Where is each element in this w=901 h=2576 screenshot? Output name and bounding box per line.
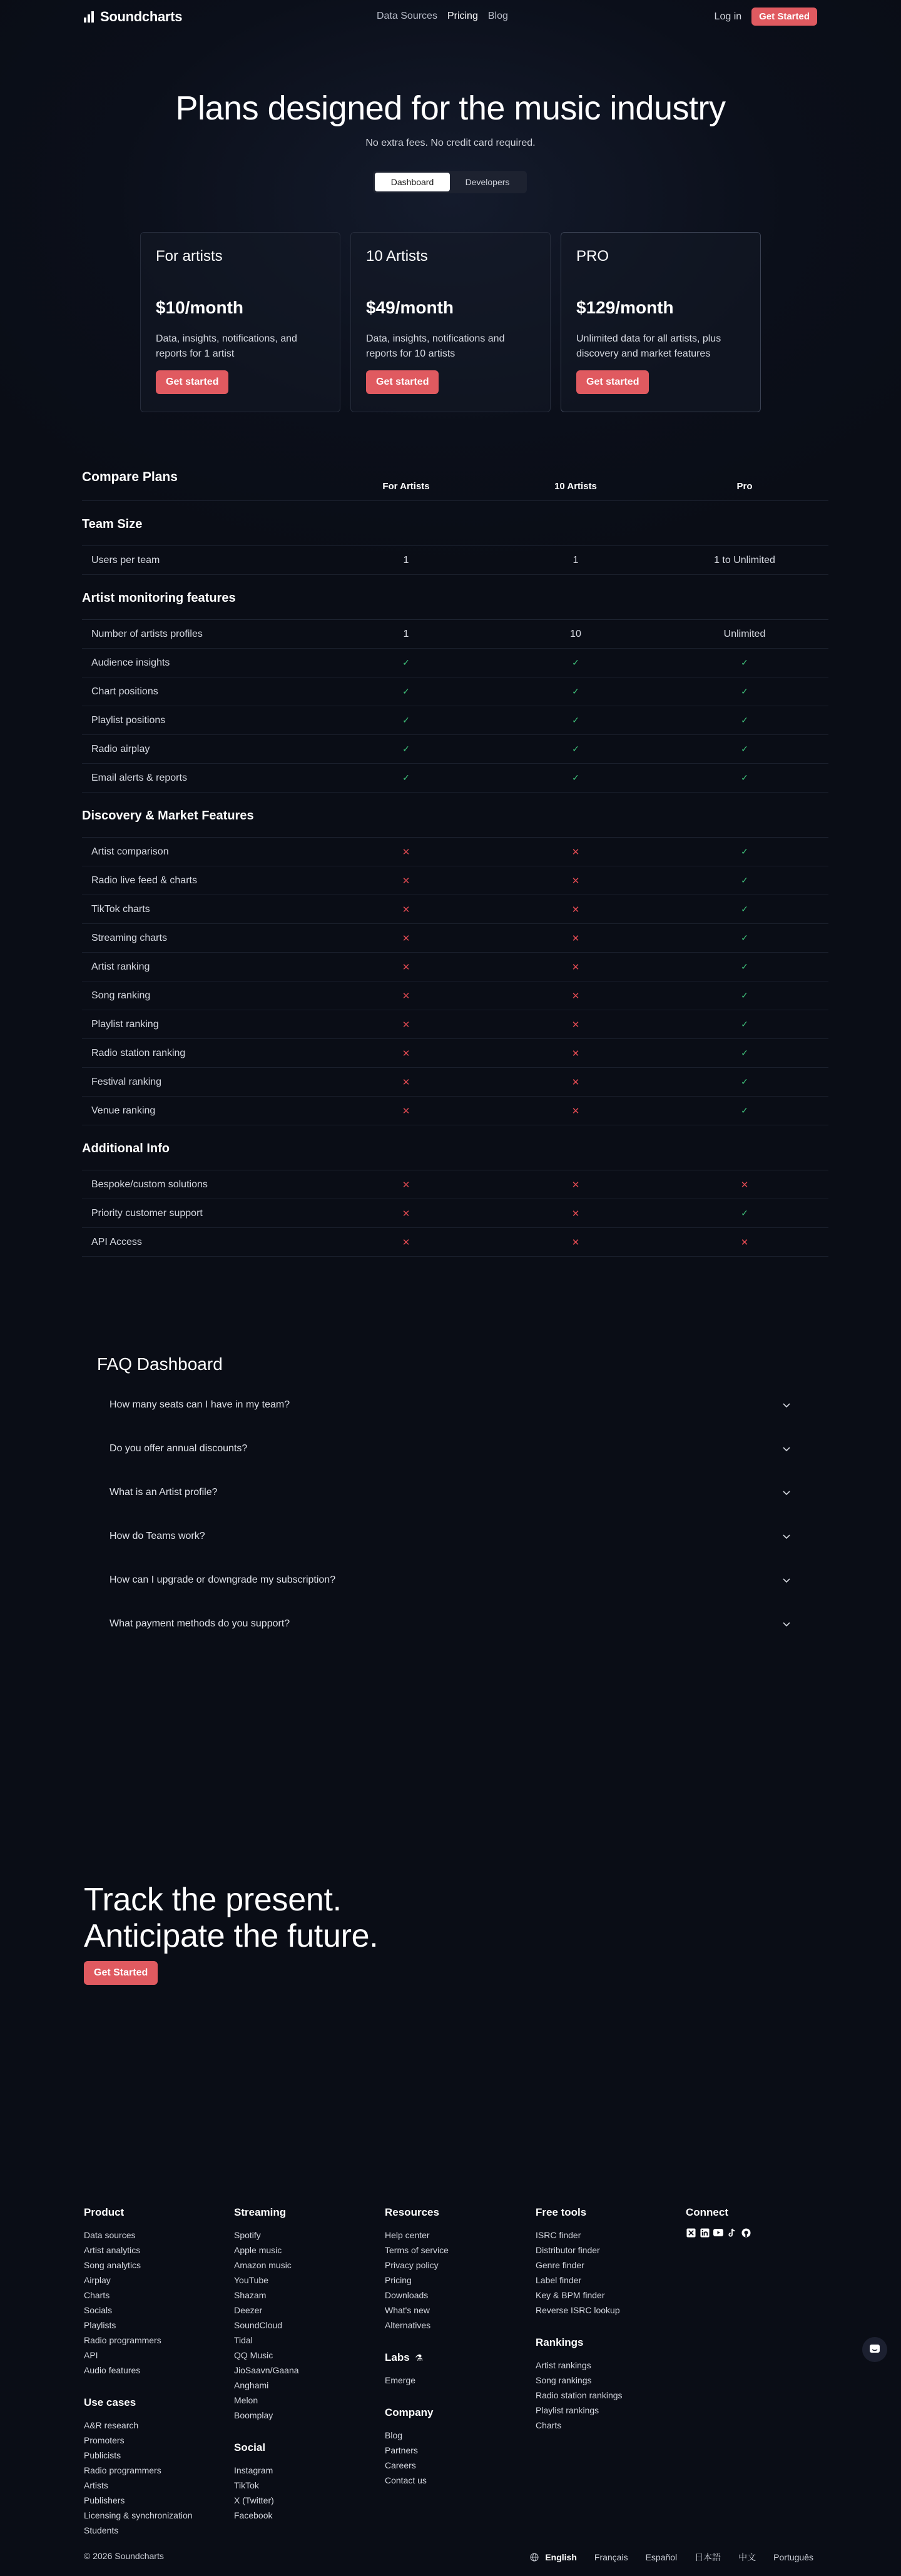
chevron-down-icon [781, 1488, 792, 1498]
footer-heading: Free tools [536, 2206, 587, 2218]
footer-link-charts[interactable]: Charts [536, 2420, 562, 2430]
login-link[interactable]: Log in [714, 11, 742, 22]
copyright: © 2026 Soundcharts [84, 2551, 164, 2561]
section-title-artist-monitoring-features: Artist monitoring features [82, 575, 828, 620]
check-icon: ✓ [572, 744, 579, 754]
lang-japanese[interactable]: 日本語 [695, 2552, 721, 2562]
footer-link-spotify[interactable]: Spotify [234, 2230, 261, 2240]
footer-link-list [536, 2228, 623, 2318]
footer-link-help-center[interactable]: Help center [385, 2230, 430, 2240]
table-row [82, 620, 828, 649]
feature-label: Users per team [91, 555, 160, 565]
footer-heading: Use cases [84, 2396, 136, 2408]
footer-link-airplay[interactable]: Airplay [84, 2275, 111, 2285]
cross-icon: ✕ [402, 1020, 410, 1030]
tab-developers[interactable]: Developers [465, 177, 510, 187]
table-row [82, 1228, 828, 1257]
footer-link-instagram[interactable]: Instagram [234, 2465, 273, 2475]
cross-icon: ✕ [571, 1237, 580, 1248]
youtube-icon[interactable] [713, 2228, 723, 2238]
language-selector [530, 2551, 813, 2563]
section-title-additional-info: Additional Info [82, 1125, 828, 1170]
footer-link-list [234, 2463, 299, 2523]
check-icon: ✓ [741, 1105, 748, 1115]
table-cell: 1 [403, 629, 409, 639]
check-icon: ✓ [402, 744, 410, 754]
footer-link-radio-station-rankings[interactable]: Radio station rankings [536, 2390, 623, 2400]
footer-link-list [84, 2418, 193, 2538]
faq-question: How can I upgrade or downgrade my subscription? [109, 1575, 336, 1585]
footer-link-artist-analytics[interactable]: Artist analytics [84, 2245, 141, 2255]
compare-body [82, 501, 828, 1257]
check-icon: ✓ [741, 846, 748, 856]
cross-icon: ✕ [402, 1209, 410, 1219]
cross-icon: ✕ [571, 1077, 580, 1088]
table-row [82, 1068, 828, 1097]
check-icon: ✓ [741, 715, 748, 725]
cross-icon: ✕ [402, 1237, 410, 1248]
footer-col-streaming [234, 2206, 299, 2523]
faq-question: How many seats can I have in my team? [109, 1399, 290, 1410]
table-row [82, 706, 828, 735]
cta-get-started-button[interactable]: Get Started [84, 1961, 158, 1985]
check-icon: ✓ [741, 1077, 748, 1087]
footer-col-connect [686, 2206, 751, 2238]
footer-link-artists[interactable]: Artists [84, 2480, 108, 2490]
footer-heading-labs [385, 2351, 449, 2364]
compare-title: Compare Plans [82, 470, 178, 484]
table-cell: 1 to Unlimited [714, 555, 775, 565]
table-row [82, 1170, 828, 1199]
plan-description: Data, insights, notifications and reports for 10 artists [366, 333, 505, 359]
cross-icon: ✕ [571, 933, 580, 944]
page-title: Plans designed for the music industry [175, 89, 726, 127]
footer-link-contact-us[interactable]: Contact us [385, 2475, 427, 2485]
cross-icon: ✕ [402, 1048, 410, 1059]
footer-link-youtube[interactable]: YouTube [234, 2275, 269, 2285]
footer-heading: Company [385, 2406, 434, 2418]
feature-label: Venue ranking [91, 1105, 156, 1116]
globe-icon [530, 2553, 539, 2562]
footer-link-song-analytics[interactable]: Song analytics [84, 2260, 141, 2270]
check-icon: ✓ [572, 715, 579, 725]
lang-portugues[interactable]: Português [773, 2552, 813, 2562]
check-icon: ✓ [741, 875, 748, 885]
cross-icon: ✕ [571, 1209, 580, 1219]
footer-link-amazon-music[interactable]: Amazon music [234, 2260, 292, 2270]
check-icon: ✓ [741, 904, 748, 914]
check-icon: ✓ [402, 686, 410, 696]
footer-link-privacy-policy[interactable]: Privacy policy [385, 2260, 439, 2270]
check-icon: ✓ [741, 744, 748, 754]
compare-plans-table [82, 466, 828, 1257]
feature-label: TikTok charts [91, 904, 150, 915]
footer-link-isrc-finder[interactable]: ISRC finder [536, 2230, 581, 2240]
chat-widget-button[interactable] [862, 2337, 887, 2362]
footer-link-radio-programmers[interactable]: Radio programmers [84, 2465, 161, 2475]
footer-col-resources [385, 2206, 449, 2488]
plan-price: $10/month [156, 298, 244, 317]
footer-link-publishers[interactable]: Publishers [84, 2495, 125, 2505]
social-icons [686, 2228, 751, 2238]
footer-heading: Streaming [234, 2206, 287, 2218]
footer-link-anghami[interactable]: Anghami [234, 2380, 269, 2390]
footer-link-socials[interactable]: Socials [84, 2305, 113, 2315]
table-row [82, 838, 828, 866]
table-row [82, 649, 828, 677]
table-row [82, 1010, 828, 1039]
footer-heading: Resources [385, 2206, 439, 2218]
check-icon: ✓ [402, 773, 410, 783]
footer-link-list [385, 2228, 449, 2333]
footer-link-pricing[interactable]: Pricing [385, 2275, 412, 2285]
footer-link-downloads[interactable]: Downloads [385, 2290, 429, 2300]
feature-label: Email alerts & reports [91, 773, 187, 783]
chevron-down-icon [781, 1619, 792, 1629]
footer-link-shazam[interactable]: Shazam [234, 2290, 267, 2300]
feature-label: API Access [91, 1237, 142, 1247]
cta-line-2: Anticipate the future. [84, 1918, 379, 1954]
check-icon: ✓ [572, 773, 579, 783]
faq-item[interactable] [97, 1558, 804, 1602]
plan-type-toggle [373, 171, 527, 193]
feature-label: Playlist positions [91, 715, 166, 726]
table-cell: 1 [403, 555, 409, 565]
faq-question: Do you offer annual discounts? [109, 1443, 248, 1454]
cross-icon: ✕ [402, 847, 410, 858]
column-header-10-artists: 10 Artists [554, 481, 597, 492]
plan-price: $129/month [576, 298, 674, 317]
footer-link-partners[interactable]: Partners [385, 2445, 418, 2455]
chat-icon [869, 2344, 880, 2355]
faq-question: How do Teams work? [109, 1531, 205, 1541]
cross-icon: ✕ [571, 962, 580, 973]
table-row [82, 1097, 828, 1125]
plan-name: PRO [576, 248, 609, 265]
lang-english[interactable]: English [545, 2552, 577, 2562]
footer-link-list [84, 2228, 193, 2378]
table-row [82, 546, 828, 575]
column-header-for-artists: For Artists [382, 481, 430, 492]
faq-item[interactable] [97, 1514, 804, 1558]
check-icon: ✓ [741, 1208, 748, 1218]
footer-link-jiosaavn-gaana[interactable]: JioSaavn/Gaana [234, 2365, 299, 2375]
table-cell: 10 [570, 629, 581, 639]
footer-link-playlist-rankings[interactable]: Playlist rankings [536, 2405, 599, 2415]
plan-card-for-artists [140, 232, 340, 412]
footer-link-terms-of-service[interactable]: Terms of service [385, 2245, 449, 2255]
x-icon[interactable] [686, 2228, 696, 2238]
feature-label: Radio airplay [91, 744, 150, 754]
table-row [82, 895, 828, 924]
cross-icon: ✕ [571, 847, 580, 858]
footer-link-list [385, 2428, 449, 2488]
footer-link-boomplay[interactable]: Boomplay [234, 2410, 273, 2420]
check-icon: ✓ [402, 657, 410, 667]
faq-list [97, 1383, 804, 1646]
footer-link-melon[interactable]: Melon [234, 2395, 258, 2405]
footer-link-list [234, 2228, 299, 2423]
footer-link-facebook[interactable]: Facebook [234, 2510, 273, 2520]
check-icon: ✓ [741, 686, 748, 696]
footer-link-genre-finder[interactable]: Genre finder [536, 2260, 584, 2270]
cross-icon: ✕ [402, 876, 410, 886]
feature-label: Artist ranking [91, 961, 150, 972]
footer-link-promoters[interactable]: Promoters [84, 2435, 125, 2445]
tab-dashboard[interactable]: Dashboard [375, 173, 450, 191]
compare-header [82, 466, 828, 501]
footer-link-reverse-isrc-lookup[interactable]: Reverse ISRC lookup [536, 2305, 620, 2315]
faq-item[interactable] [97, 1383, 804, 1427]
github-icon[interactable] [741, 2228, 751, 2238]
table-row [82, 953, 828, 981]
table-row [82, 1039, 828, 1068]
footer-heading: Rankings [536, 2336, 584, 2348]
faq-item[interactable] [97, 1602, 804, 1646]
lang-francais[interactable]: Français [594, 2552, 628, 2562]
footer-col-free-tools [536, 2206, 623, 2433]
footer-link-blog[interactable]: Blog [385, 2430, 403, 2440]
footer-link-publicists[interactable]: Publicists [84, 2450, 121, 2460]
section-title-discovery-market-features: Discovery & Market Features [82, 793, 828, 838]
footer-heading: Social [234, 2442, 266, 2453]
footer-link-licensing-synchronization[interactable]: Licensing & synchronization [84, 2510, 193, 2520]
faq-title: FAQ Dashboard [97, 1354, 223, 1374]
footer-link-a-r-research[interactable]: A&R research [84, 2420, 139, 2430]
table-row [82, 764, 828, 793]
cross-icon: ✕ [402, 991, 410, 1001]
cta-heading [84, 1882, 378, 1954]
faq-item[interactable] [97, 1471, 804, 1514]
brand-name: Soundcharts [100, 9, 183, 24]
top-nav [0, 0, 901, 35]
footer-link-apple-music[interactable]: Apple music [234, 2245, 282, 2255]
feature-label: Chart positions [91, 686, 158, 697]
cross-icon: ✕ [740, 1237, 749, 1248]
cross-icon: ✕ [571, 1106, 580, 1117]
faq-question: What is an Artist profile? [109, 1487, 218, 1498]
footer-link-careers[interactable]: Careers [385, 2460, 416, 2470]
plan-price: $49/month [366, 298, 454, 317]
footer-link-list [536, 2358, 623, 2433]
footer-link-students[interactable]: Students [84, 2525, 119, 2535]
feature-label: Artist comparison [91, 846, 169, 857]
column-header-pro: Pro [736, 481, 753, 492]
footer-link-deezer[interactable]: Deezer [234, 2305, 263, 2315]
linkedin-icon[interactable] [700, 2228, 710, 2238]
cross-icon: ✕ [402, 1180, 410, 1190]
table-cell: 1 [573, 555, 579, 565]
footer-link-api[interactable]: API [84, 2350, 98, 2360]
table-row [82, 1199, 828, 1228]
nav-actions [715, 8, 817, 26]
cross-icon: ✕ [571, 1020, 580, 1030]
tiktok-icon[interactable] [727, 2228, 737, 2238]
faq-question: What payment methods do you support? [109, 1618, 290, 1629]
footer-link-audio-features[interactable]: Audio features [84, 2365, 141, 2375]
footer-link-radio-programmers[interactable]: Radio programmers [84, 2335, 161, 2345]
footer-link-label-finder[interactable]: Label finder [536, 2275, 582, 2285]
nav-link-blog[interactable]: Blog [487, 11, 508, 21]
section-title-team-size: Team Size [82, 501, 828, 546]
plan-get-started-button[interactable]: Get started [576, 370, 649, 394]
cross-icon: ✕ [571, 991, 580, 1001]
check-icon: ✓ [741, 1048, 748, 1058]
footer-link-key-bpm-finder[interactable]: Key & BPM finder [536, 2290, 605, 2300]
footer-link-song-rankings[interactable]: Song rankings [536, 2375, 592, 2385]
plan-get-started-button[interactable]: Get started [366, 370, 439, 394]
cta-line-1: Track the present. [84, 1882, 342, 1918]
footer-link-x-twitter[interactable]: X (Twitter) [234, 2495, 274, 2505]
nav-get-started-button[interactable]: Get Started [751, 8, 817, 26]
chevron-down-icon [781, 1400, 792, 1410]
table-row [82, 735, 828, 764]
plan-card-10-artists [350, 232, 551, 412]
feature-label: Song ranking [91, 990, 151, 1001]
table-row [82, 924, 828, 953]
check-icon: ✓ [572, 657, 579, 667]
logo[interactable] [84, 9, 182, 25]
labs-heading-label: Labs [385, 2351, 410, 2363]
cross-icon: ✕ [402, 962, 410, 973]
footer-link-soundcloud[interactable]: SoundCloud [234, 2320, 283, 2330]
plan-get-started-button[interactable]: Get started [156, 370, 228, 394]
check-icon: ✓ [572, 686, 579, 696]
table-row [82, 677, 828, 706]
plan-name: 10 Artists [366, 248, 428, 265]
check-icon: ✓ [741, 990, 748, 1000]
cross-icon: ✕ [402, 933, 410, 944]
table-row [82, 866, 828, 895]
check-icon: ✓ [741, 961, 748, 971]
soundcharts-logo-icon [84, 11, 96, 23]
plan-card-pro [561, 232, 761, 412]
footer-heading: Connect [686, 2206, 728, 2218]
feature-label: Radio live feed & charts [91, 875, 197, 886]
feature-label: Streaming charts [91, 933, 167, 943]
chevron-down-icon [781, 1575, 792, 1585]
nav-link-pricing[interactable]: Pricing [447, 11, 478, 21]
feature-label: Festival ranking [91, 1077, 162, 1087]
check-icon: ✓ [741, 773, 748, 783]
footer-link-what-s-new[interactable]: What's new [385, 2305, 430, 2315]
check-icon: ✓ [741, 657, 748, 667]
chevron-down-icon [781, 1531, 792, 1541]
chevron-down-icon [781, 1444, 792, 1454]
footer-link-emerge[interactable]: Emerge [385, 2375, 416, 2385]
footer-link-qq-music[interactable]: QQ Music [234, 2350, 273, 2360]
plan-description: Data, insights, notifications, and reports for 1 artist [156, 333, 297, 359]
table-row [82, 981, 828, 1010]
feature-label: Bespoke/custom solutions [91, 1179, 208, 1190]
nav-links [377, 11, 508, 22]
feature-label: Number of artists profiles [91, 629, 203, 639]
check-icon: ✓ [741, 933, 748, 943]
footer-link-alternatives[interactable]: Alternatives [385, 2320, 431, 2330]
lang-chinese[interactable]: 中文 [738, 2552, 756, 2562]
flask-icon: ⚗ [415, 2353, 423, 2363]
feature-label: Playlist ranking [91, 1019, 159, 1030]
cross-icon: ✕ [571, 876, 580, 886]
faq-item[interactable] [97, 1427, 804, 1471]
footer-link-list [385, 2373, 449, 2388]
footer-link-tiktok[interactable]: TikTok [234, 2480, 259, 2490]
cross-icon: ✕ [571, 905, 580, 915]
footer-col-product [84, 2206, 193, 2538]
cross-icon: ✕ [402, 905, 410, 915]
footer-link-tidal[interactable]: Tidal [234, 2335, 253, 2345]
footer-link-charts[interactable]: Charts [84, 2290, 110, 2300]
cross-icon: ✕ [740, 1180, 749, 1190]
cross-icon: ✕ [402, 1106, 410, 1117]
footer-heading: Product [84, 2206, 125, 2218]
footer-link-data-sources[interactable]: Data sources [84, 2230, 136, 2240]
table-cell: Unlimited [723, 629, 766, 639]
cross-icon: ✕ [571, 1048, 580, 1059]
footer-link-artist-rankings[interactable]: Artist rankings [536, 2360, 591, 2370]
feature-label: Priority customer support [91, 1208, 203, 1219]
footer-link-playlists[interactable]: Playlists [84, 2320, 116, 2330]
page-subtitle: No extra fees. No credit card required. [365, 138, 536, 148]
check-icon: ✓ [741, 1019, 748, 1029]
faq-section [97, 1354, 804, 1646]
lang-espanol[interactable]: Español [645, 2552, 678, 2562]
plan-name: For artists [156, 248, 223, 265]
feature-label: Radio station ranking [91, 1048, 186, 1058]
feature-label: Audience insights [91, 657, 170, 668]
nav-link-data-sources[interactable]: Data Sources [377, 11, 437, 21]
check-icon: ✓ [402, 715, 410, 725]
plan-description: Unlimited data for all artists, plus discovery and market features [576, 333, 721, 359]
cross-icon: ✕ [402, 1077, 410, 1088]
footer-link-distributor-finder[interactable]: Distributor finder [536, 2245, 600, 2255]
cross-icon: ✕ [571, 1180, 580, 1190]
